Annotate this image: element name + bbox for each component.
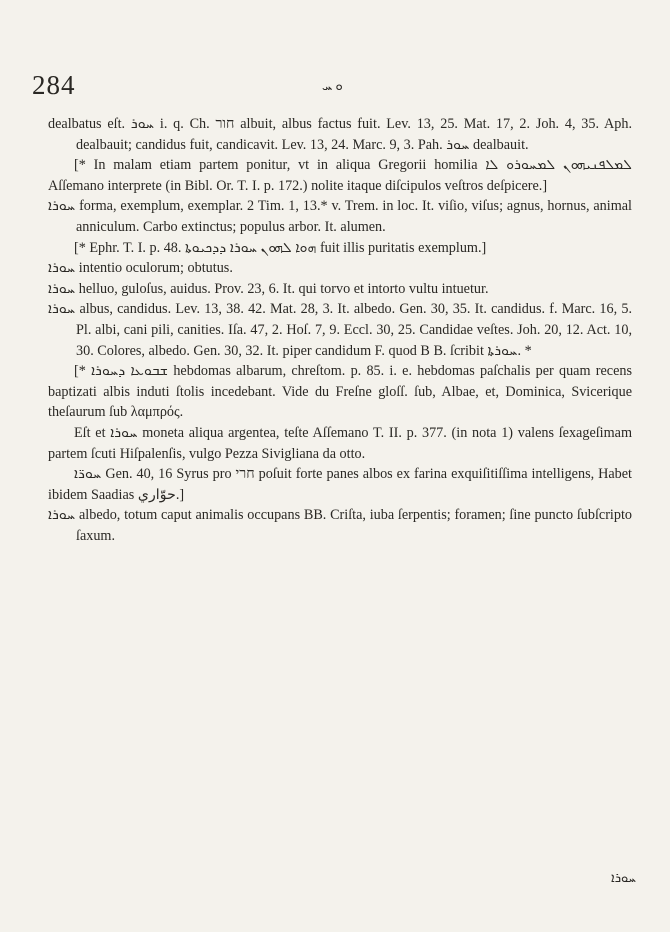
entry-note: ܚܘܪ̈ܐ Gen. 40, 16 Syrus pro חרי poſuit forte panes albos ex farina exquiſitiſſima intelligens, Habet ibidem Saadias حوّاري.] bbox=[48, 466, 632, 503]
dictionary-entry: ܚܘܪܐ intentio oculorum; obtutus. bbox=[48, 260, 233, 277]
entry-note: [* In malam etiam partem ponitur, vt in aliqua Gregorii homilia ܠܡܠܦܢܝܗܘܢ ܠܡܚܘܪܘ ܠܐ Aſſemano interprete (in Bibl. Or. T. I. p. 172.) nolite itaque diſcipulos veſtros deſpicere.] bbox=[48, 157, 632, 194]
entry-note: [* Ephr. T. I. p. 48. ܗܘܐ ܠܗܘܢ ܚܘܪܐ ܕܕܟܝܘܬܐ fuit illis puritatis exemplum.] bbox=[74, 239, 487, 256]
dictionary-entry: ܚܘܪܐ helluo, guloſus, auidus. Prov. 23, 6. It. qui torvo et intorto vultu intuetur. bbox=[48, 280, 489, 297]
dictionary-entry: ܚܘܪܐ albedo, totum caput animalis occupans BB. Criſta, iuba ſerpentis; foramen; ſine puncto ſubſcripto ſaxum. bbox=[48, 507, 632, 544]
dictionary-text bbox=[48, 114, 632, 546]
dictionary-entry: dealbatus eſt. ܚܘܪ i. q. Ch. חור albuit, albus factus fuit. Lev. 13, 25. Mat. 17, 2. Joh. 4, 35. Aph. dealbauit; candidus fuit, candicavit. Lev. 13, 24. Marc. 9, 3. Pah. ܚܘܪ dealbauit. bbox=[48, 116, 632, 153]
entry-note: [* ܫܒܘܥܐ ܕܚܘܪܐ hebdomas albarum, chreſtom. p. 85. i. e. hebdomas paſchalis per quam recens baptizati albis induti ſtolis incedebant. Vide du Freſne gloſſ. ſub, Albae, et, Dominica, Svicerique theſaurum ſub λαμπρός. bbox=[48, 363, 632, 421]
running-head: ܘ ܚ bbox=[322, 78, 343, 93]
catchword: ܚܘܪܐ bbox=[611, 870, 636, 885]
dictionary-entry: ܚܘܪܐ albus, candidus. Lev. 13, 38. 42. Mat. 28, 3. It. albedo. Gen. 30, 35. It. candidus. f. Marc. 16, 5. Pl. albi, cani pili, canities. Iſa. 47, 2. Hoſ. 7, 9. Eccl. 30, 25. Candidae veſtes. Joh. 20, 12. Act. 10, 30. Colores, albedo. Gen. 30, 32. It. piper candidum F. quod B B. ſcribit ܚܘܪܬܐ. * bbox=[48, 301, 632, 359]
page-number: 284 bbox=[32, 70, 76, 100]
entry-note: Eſt et ܚܘܪܐ moneta aliqua argentea, teſte Aſſemano T. II. p. 377. (in nota 1) valens ſexageſimam partem ſcuti Hiſpalenſis, vulgo Pezza Sivigliana da otto. bbox=[48, 424, 632, 462]
dictionary-entry: ܚܘܪܐ forma, exemplum, exemplar. 2 Tim. 1, 13.* v. Trem. in loc. It. viſio, viſus; agnus, hornus, animal anniculum. Carbo extinctus; populus arbor. It. alumen. bbox=[48, 198, 632, 235]
